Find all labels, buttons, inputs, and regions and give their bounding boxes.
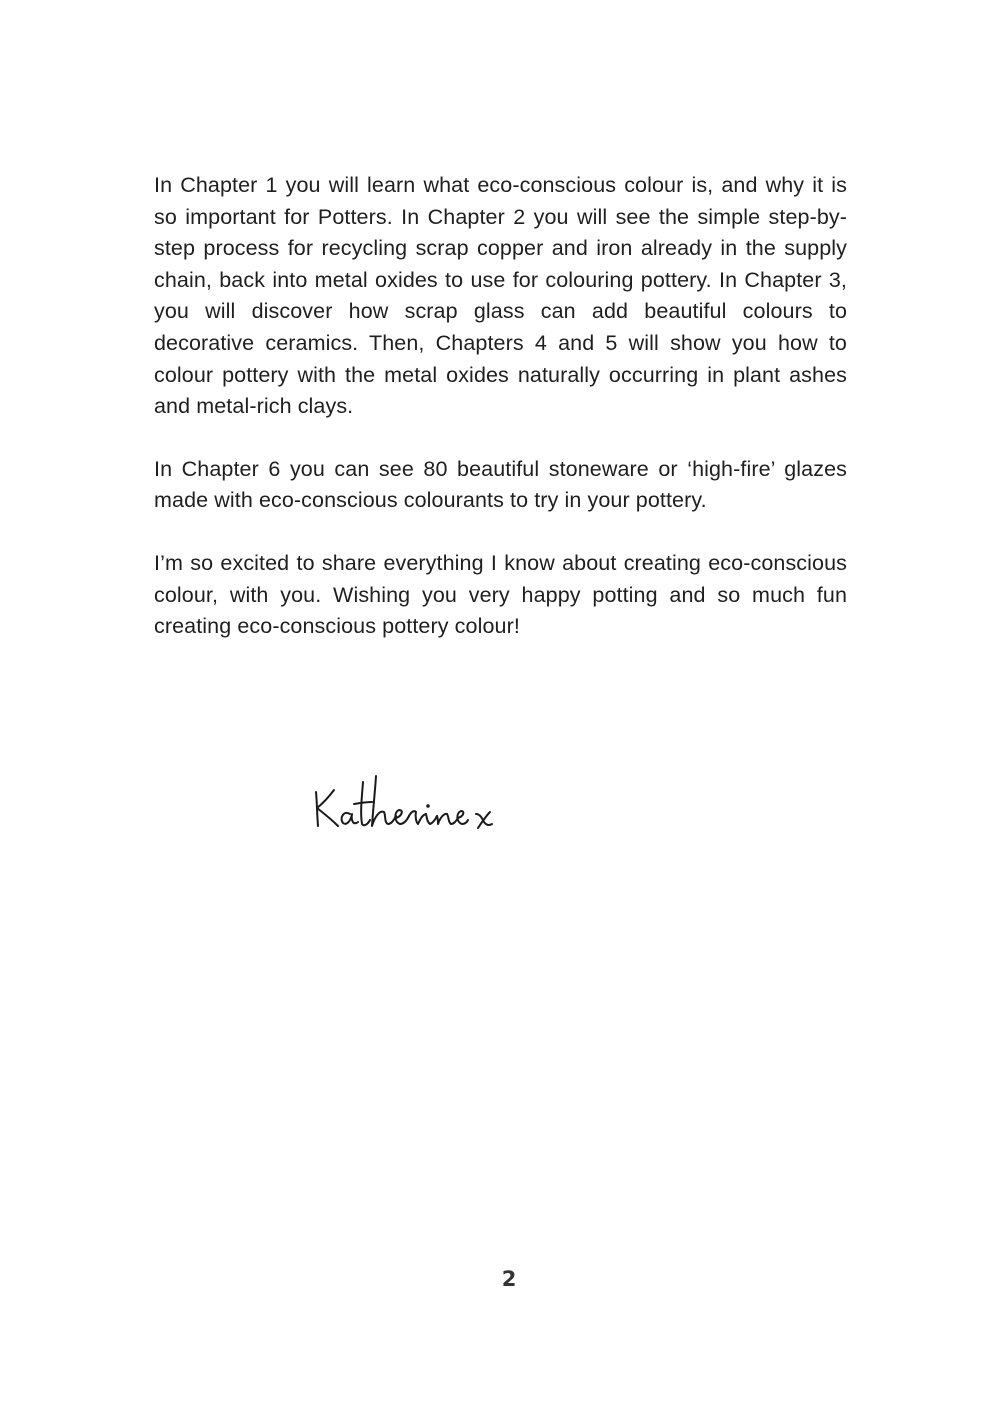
handwritten-signature <box>308 770 508 840</box>
paragraph-chapter-6: In Chapter 6 you can see 80 beautiful stoneware or ‘high-fire’ glazes made with eco-conscious colourants to try in your pottery. <box>154 456 847 513</box>
paragraph-closing: I’m so excited to share everything I know about creating eco-conscious colour, with you. Wishing you very happy potting and so much fun creating eco-conscious pottery colour! <box>154 550 847 639</box>
body-text <box>154 170 847 674</box>
page-number: 2 <box>501 1267 517 1291</box>
signature-image <box>308 770 508 840</box>
paragraph-chapters-overview: In Chapter 1 you will learn what eco-conscious colour is, and why it is so important for Potters. In Chapter 2 you will see the simple step-by-step process for recycling scrap copper and iron already in the supply chain, back into metal oxides to use for colouring pottery. In Chapter 3, you will discover how scrap glass can add beautiful colours to decorative ceramics. Then, Chapters 4 and 5 will show you how to colour pottery with the metal oxides naturally occurring in plant ashes and metal-rich clays. <box>154 173 847 419</box>
